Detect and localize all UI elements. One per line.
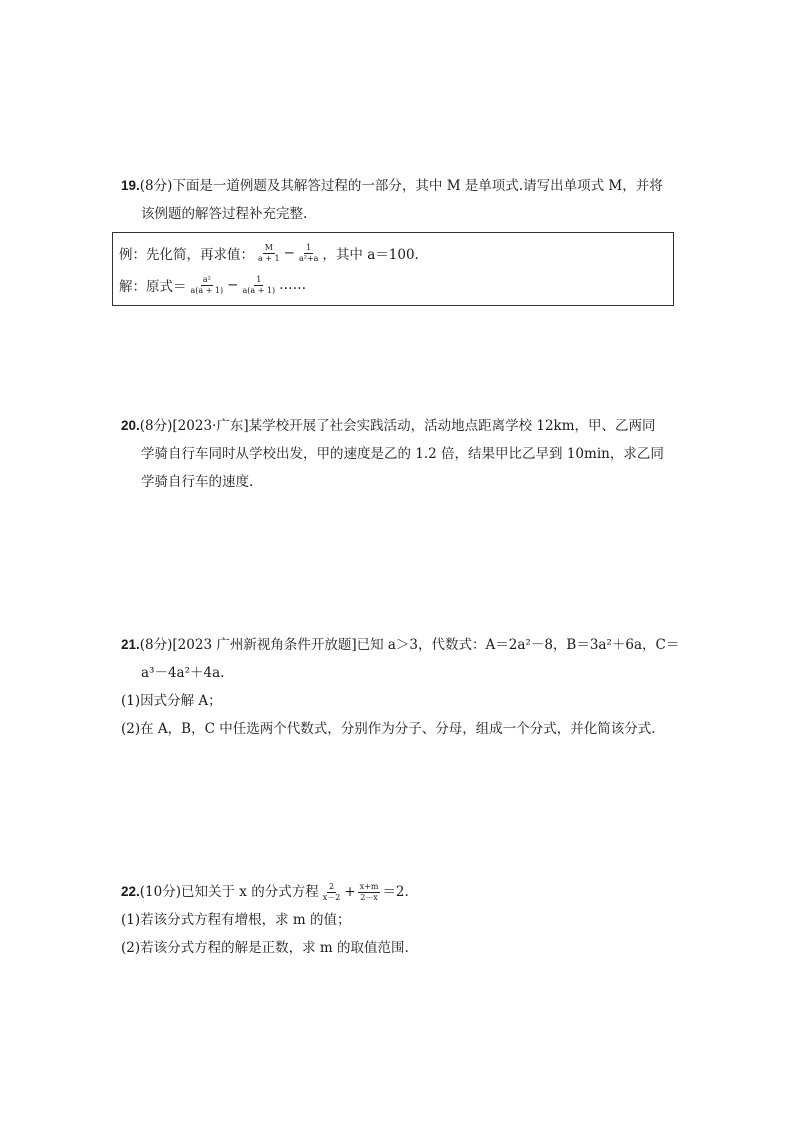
question-21-line-2: a³－4a²＋4a. — [141, 665, 225, 681]
example-box — [112, 232, 674, 306]
question-number: 21. — [121, 637, 140, 652]
ellipsis: …… — [279, 277, 307, 293]
question-number: 20. — [121, 418, 140, 433]
fraction: $\frac{2}{x-2}$ — [322, 882, 341, 902]
fraction: $\frac{\text{a²}}{a(a + 1)}$ — [190, 274, 224, 295]
question-number: 19. — [121, 178, 140, 193]
question-19-line-1 — [121, 172, 681, 200]
question-20-line-3: 学骑自行车的速度. — [141, 474, 254, 490]
solution-line: 解：原式＝ $\frac{\text{a²}}{a(a + 1)}$ − $\frac{1}{a(a + 1)}$ …… — [119, 274, 307, 295]
question-21-part-1: (1)因式分解 A； — [121, 693, 222, 709]
example-line: 例：先化简，再求值： $\frac{M}{a + 1}$ − $\frac{1}{\text{a²+a}}$ ，其中 a＝100. — [119, 242, 419, 263]
question-text: (8分)[2023·广东]某学校开展了社会实践活动，活动地点距离学校 12km，甲、乙两同 — [139, 418, 656, 434]
solution-prefix: 解：原式＝ — [119, 279, 187, 295]
question-22-part-2: (2)若该分式方程的解是正数，求 m 的取值范围. — [121, 940, 409, 956]
question-21 — [121, 631, 681, 743]
question-20-line-2: 学骑自行车同时从学校出发，甲的速度是乙的 1.2 倍，结果甲比乙早到 10min，求乙同 — [141, 446, 664, 462]
question-number: 22. — [121, 884, 140, 899]
question-21-part-2: (2)在 A，B，C 中任选两个代数式，分别作为分子、分母，组成一个分式，并化简该分式. — [121, 721, 656, 737]
fraction: $\frac{1}{a(a + 1)}$ — [242, 274, 276, 295]
question-20-line-1 — [121, 412, 681, 440]
fraction: $\frac{x+m}{2-x}$ — [359, 882, 379, 902]
fraction: $\frac{M}{a + 1}$ — [258, 242, 280, 263]
question-text: (8分)[2023 广州新视角条件开放题]已知 a＞3，代数式：A＝2a²－8，B＝3a²＋6a，C＝ — [139, 637, 680, 653]
question-text: (10分)已知关于 x 的分式方程 — [139, 884, 319, 900]
question-22-line-1: 22.(10分)已知关于 x 的分式方程 $\frac{2}{x-2}$ + $\frac{x+m}{2-x}$ ＝2. — [121, 882, 409, 902]
question-22-part-1: (1)若该分式方程有增根，求 m 的值； — [121, 912, 351, 928]
example-suffix: ，其中 a＝100. — [322, 247, 419, 263]
question-21-line-1 — [121, 631, 681, 659]
question-22 — [121, 878, 681, 962]
fraction: $\frac{1}{\text{a²+a}}$ — [298, 242, 319, 263]
example-prefix: 例：先化简，再求值： — [119, 247, 254, 263]
question-19 — [121, 172, 681, 228]
question-text: (8分)下面是一道例题及其解答过程的一部分，其中 M 是单项式.请写出单项式 M，并将 — [139, 178, 663, 194]
question-20 — [121, 412, 681, 496]
question-19-line-2: 该例题的解答过程补充完整. — [141, 206, 308, 222]
